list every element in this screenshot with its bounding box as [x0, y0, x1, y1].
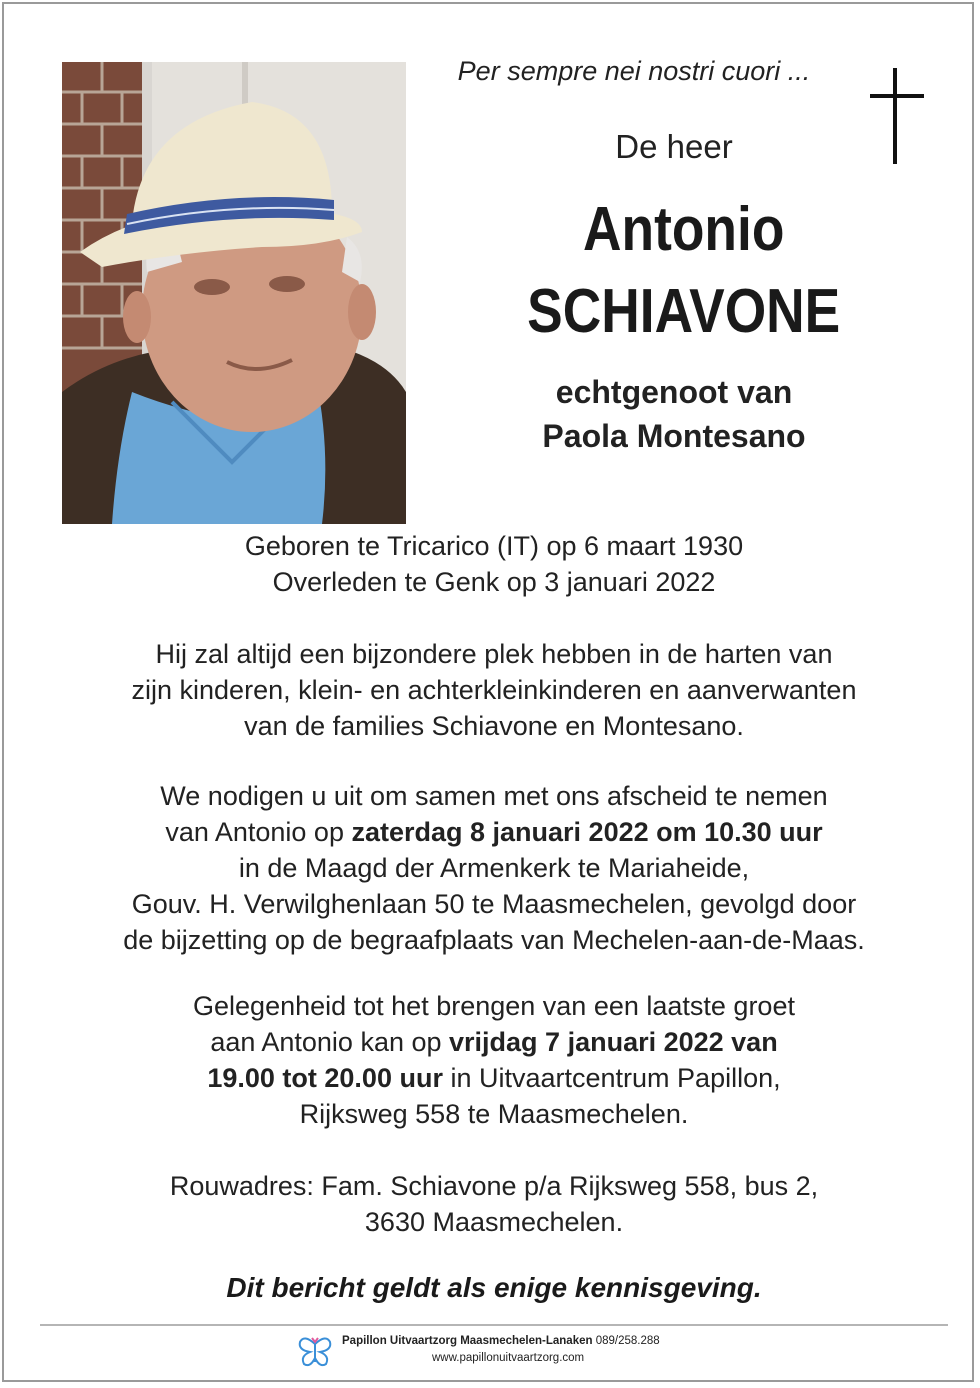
dates-section — [44, 528, 944, 600]
funeral-date: zaterdag 8 januari 2022 om 10.30 uur — [351, 817, 823, 847]
funeral-line — [44, 814, 944, 850]
funeral-section — [44, 778, 944, 958]
death-line: Overleden te Genk op 3 januari 2022 — [272, 567, 716, 597]
visitation-line: Rijksweg 558 te Maasmechelen. — [299, 1099, 689, 1129]
address-line: Rouwadres: Fam. Schiavone p/a Rijksweg 558, bus 2, — [169, 1171, 819, 1201]
address-line: 3630 Maasmechelen. — [364, 1207, 624, 1237]
visitation-text: aan Antonio kan op — [210, 1027, 450, 1057]
butterfly-logo-icon — [296, 1334, 334, 1370]
salutation: De heer — [615, 128, 733, 165]
company-name: Papillon Uitvaartzorg Maasmechelen-Lanaken — [342, 1335, 593, 1347]
address-section — [44, 1168, 944, 1240]
tribute-line: Hij zal altijd een bijzondere plek hebben in de harten van — [155, 639, 833, 669]
funeral-text: van Antonio op — [165, 817, 352, 847]
tribute-line: van de families Schiavone en Montesano. — [244, 711, 744, 741]
company-phone: 089/258.288 — [592, 1335, 660, 1347]
visitation-section — [44, 988, 944, 1132]
footer-divider — [40, 1324, 948, 1326]
visitation-date: vrijdag 7 januari 2022 van — [449, 1027, 778, 1057]
tribute-line: zijn kinderen, klein- en achterkleinkinderen en aanverwanten — [131, 675, 857, 705]
visitation-line — [44, 1024, 944, 1060]
visitation-venue: in Uitvaartcentrum Papillon, — [442, 1063, 781, 1093]
funeral-line: de bijzetting op de begraafplaats van Mechelen-aan-de-Maas. — [123, 925, 865, 955]
footer-website[interactable]: www.papillonuitvaartzorg.com — [432, 1352, 585, 1364]
spouse-name: Paola Montesano — [542, 418, 806, 454]
visitation-line — [44, 1060, 944, 1096]
notice-text: Dit bericht geldt als enige kennisgeving. — [226, 1272, 762, 1303]
motto-text: Per sempre nei nostri cuori ... — [457, 56, 811, 86]
cross-icon — [870, 68, 924, 164]
spouse-label: echtgenoot van — [555, 374, 793, 410]
last-name: SCHIAVONE — [527, 277, 841, 346]
footer-company — [342, 1335, 660, 1347]
birth-line: Geboren te Tricarico (IT) op 6 maart 1930 — [244, 531, 744, 561]
obituary-card — [2, 2, 974, 1382]
visitation-line: Gelegenheid tot het brengen van een laatste groet — [193, 991, 795, 1021]
tribute-section — [44, 636, 944, 744]
first-name: Antonio — [583, 195, 785, 264]
visitation-time: 19.00 tot 20.00 uur — [207, 1063, 443, 1093]
funeral-line: Gouv. H. Verwilghenlaan 50 te Maasmechelen, gevolgd door — [131, 889, 857, 919]
funeral-line: in de Maagd der Armenkerk te Mariaheide, — [238, 853, 750, 883]
funeral-line: We nodigen u uit om samen met ons afscheid te nemen — [160, 781, 828, 811]
portrait-photo — [62, 62, 406, 524]
